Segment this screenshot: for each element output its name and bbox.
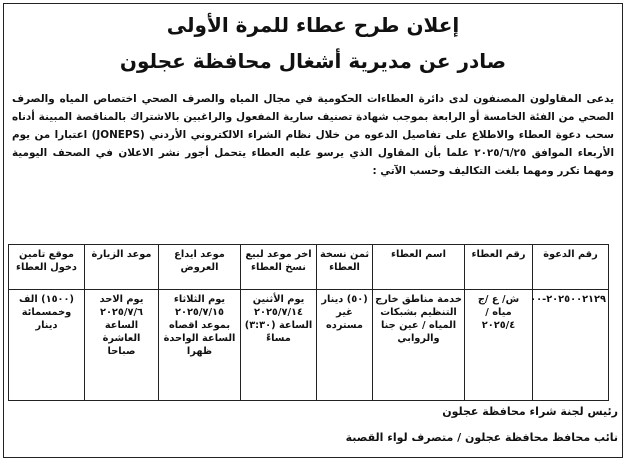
header-last-sale-date: اخر موعد لبيع نسخ العطاء [241, 245, 317, 290]
header-bid-bond: موقع تامين دخول العطاء [9, 245, 85, 290]
cell-visit-date: يوم الاحد ٢٠٢٥/٧/٦ الساعة العاشرة صباحا [85, 290, 159, 401]
table-row [9, 290, 609, 401]
announcement-title: إعلان طرح عطاء للمرة الأولى [166, 13, 460, 37]
cell-tender-name: خدمة مناطق خارج التنظيم بشبكات المياه / عين جنا والروابي [373, 290, 465, 401]
footer-committee-head: رئيس لجنة شراء محافظة عجلون [442, 405, 618, 418]
tender-table [8, 244, 609, 401]
header-tender-number: رقم العطاء [465, 245, 533, 290]
cell-last-sale-date: يوم الأثنين ٢٠٢٥/٧/١٤ الساعة (٣:٣٠) مساءً [241, 290, 317, 401]
cell-copy-price: (٥٠) دينار غير مسترده [317, 290, 373, 401]
cell-submission-date: يوم الثلاثاء ٢٠٢٥/٧/١٥ بموعد اقصاه الساعة الواحدة ظهرا [159, 290, 241, 401]
cell-bid-bond: (١٥٠٠) الف وخمسمائة دينار [9, 290, 85, 401]
cell-invitation-number: ٢٠٢٥٠٠٢١٢٩-٠٠ [533, 290, 609, 401]
announcement-body: يدعى المقاولون المصنفون لدى دائرة العطاءات الحكومية في مجال المياه والصرف الصحي اختصاص المياه والصرف الصحي من الفئة الخامسة أو الرابعة بموجب شهادة تصنيف سارية المفعول والراغبين بالاشتراك بالمناقصة المبينة أدناه سحب دعوة العطاء والاطلاع على تفاصيل الدعوه من خلال نظام الشراء الالكتروني الأردني (JONEPS) اعتبارا من يوم الأربعاء الموافق ٢٠٢٥/٦/٢٥ علما بأن المقاول الذي يرسو عليه العطاء يتحمل أجور نشر الاعلان في الصحف اليومية ومهما تكرر ومهما بلغت التكاليف وحسب الآتي : [12, 93, 615, 177]
header-invitation-number: رقم الدعوة [533, 245, 609, 290]
header-submission-date: موعد ايداع العروض [159, 245, 241, 290]
announcement-subtitle: صادر عن مديرية أشغال محافظة عجلون [119, 49, 507, 73]
header-tender-name: اسم العطاء [373, 245, 465, 290]
header-copy-price: ثمن نسخة العطاء [317, 245, 373, 290]
table-header-row [9, 245, 609, 290]
cell-tender-number: ش/ ع /ج مياه / ٢٠٢٥/٤ [465, 290, 533, 401]
footer-deputy-governor: نائب محافظ محافظة عجلون / متصرف لواء القصبة [345, 431, 618, 444]
header-visit-date: موعد الزيارة [85, 245, 159, 290]
